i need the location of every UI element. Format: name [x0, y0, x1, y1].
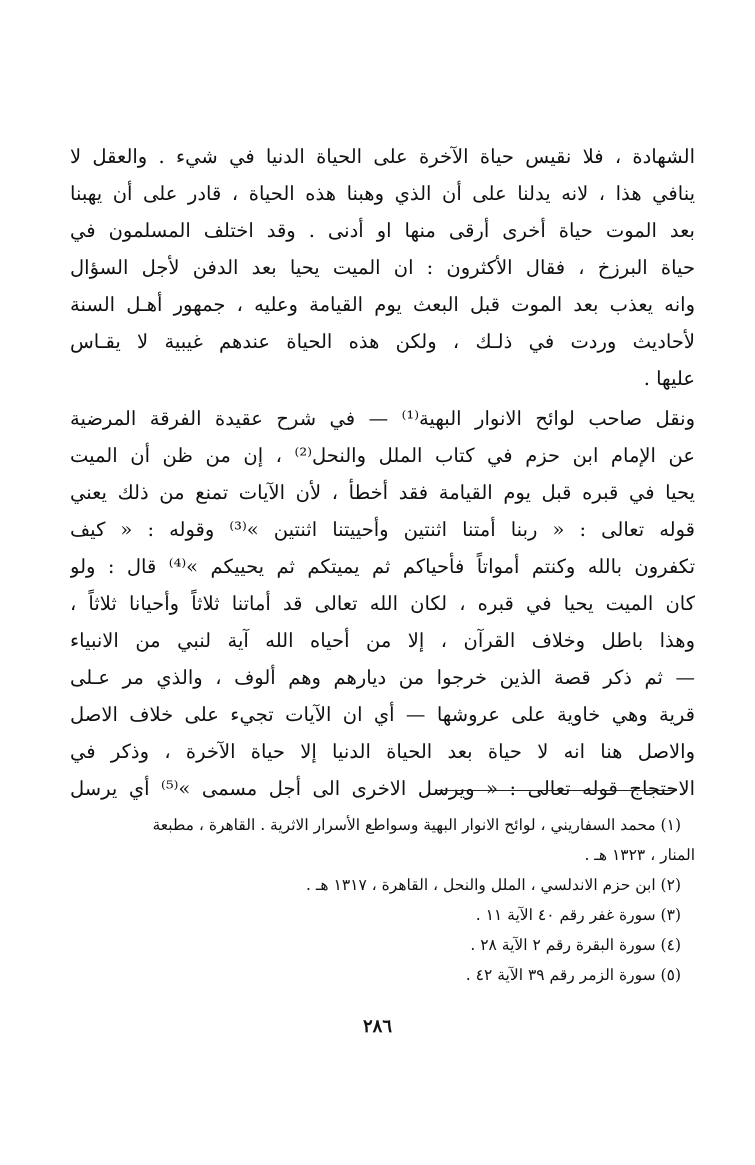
text-line: قرية وهي خاوية على عروشها — أي ان الآيات تجيء على خلاف الاصل [70, 703, 695, 726]
footnote-1: (١) محمد السفاريني ، لوائح الانوار البهية وسواطع الأسرار الاثرية . القاهرة ، مطبعة [152, 816, 681, 834]
text-line: كان الميت يحيا في قبره ، لكان الله تعالى قد أماتنا ثلاثاً وأحيانا ثلاثاً ، [70, 592, 695, 615]
footnote-2: (٢) ابن حزم الاندلسي ، الملل والنحل ، القاهرة ، ١٣١٧ هـ . [306, 876, 681, 894]
text-line: ينافي هذا ، لانه يدلنا على أن الذي وهبنا هذه الحياة ، قادر على أن يهبنا [70, 182, 695, 205]
footnote-1-continuation: المنار ، ١٣٢٣ هـ . [584, 846, 695, 864]
footnotes [70, 810, 695, 990]
text-line: بعد الموت حياة أخرى أرقى منها او أدنى . وقد اختلف المسلمون في [70, 219, 695, 242]
footnote-4: (٤) سورة البقرة رقم ٢ الآية ٢٨ . [470, 936, 681, 954]
text-line: عن الإمام ابن حزم في كتاب الملل والنحل⁽²⁾ ، إن من ظن أن الميت [70, 444, 695, 467]
text-line: يحيا في قبره قبل يوم القيامة فقد أخطأ ، لأن الآيات تمنع من ذلك يعني [70, 481, 695, 504]
text-line: الشهادة ، فلا نقيس حياة الآخرة على الحياة الدنيا في شيء . والعقل لا [70, 145, 695, 168]
text-line: قوله تعالى : « ربنا أمتنا اثنتين وأحييتنا اثنتين »⁽³⁾ وقوله : « كيف [70, 518, 695, 541]
text-line: ونقل صاحب لوائح الانوار البهية⁽¹⁾ — في شرح عقيدة الفرقة المرضية [70, 407, 695, 430]
text-line: لأحاديث وردت في ذلـك ، ولكن هذه الحياة عندهم غيبية لا يقـاس [70, 330, 695, 353]
text-line: — ثم ذكر قصة الذين خرجوا من ديارهم وهم ألوف ، والذي مر عـلى [70, 666, 695, 689]
text-line: وانه يعذب بعد الموت قبل البعث يوم القيامة وعليه ، جمهور أهـل السنة [70, 293, 695, 316]
paragraph-1 [70, 138, 695, 397]
footnote-divider [437, 790, 677, 791]
footnote-5: (٥) سورة الزمر رقم ٣٩ الآية ٤٢ . [465, 966, 681, 984]
paragraph-2 [70, 400, 695, 807]
text-line: الاحتجاج قوله تعالى : « ويرسل الاخرى الى أجل مسمى »⁽⁵⁾ أي يرسل [70, 777, 695, 800]
text-line: تكفرون بالله وكنتم أمواتاً فأحياكم ثم يميتكم ثم يحييكم »⁽⁴⁾ قال : ولو [70, 555, 695, 578]
text-line: حياة البرزخ ، فقال الأكثرون : ان الميت يحيا بعد الدفن لأجل السؤال [70, 256, 695, 279]
text-line: عليها . [643, 367, 695, 390]
page-number: ٢٨٦ [362, 1016, 392, 1037]
text-line: والاصل هنا انه لا حياة بعد الحياة الدنيا إلا حياة الآخرة ، وذكر في [70, 740, 695, 763]
footnote-3: (٣) سورة غفر رقم ٤٠ الآية ١١ . [475, 906, 681, 924]
text-line: وهذا باطل وخلاف القرآن ، إلا من أحياه الله آية لنبي من الانبياء [70, 629, 695, 652]
